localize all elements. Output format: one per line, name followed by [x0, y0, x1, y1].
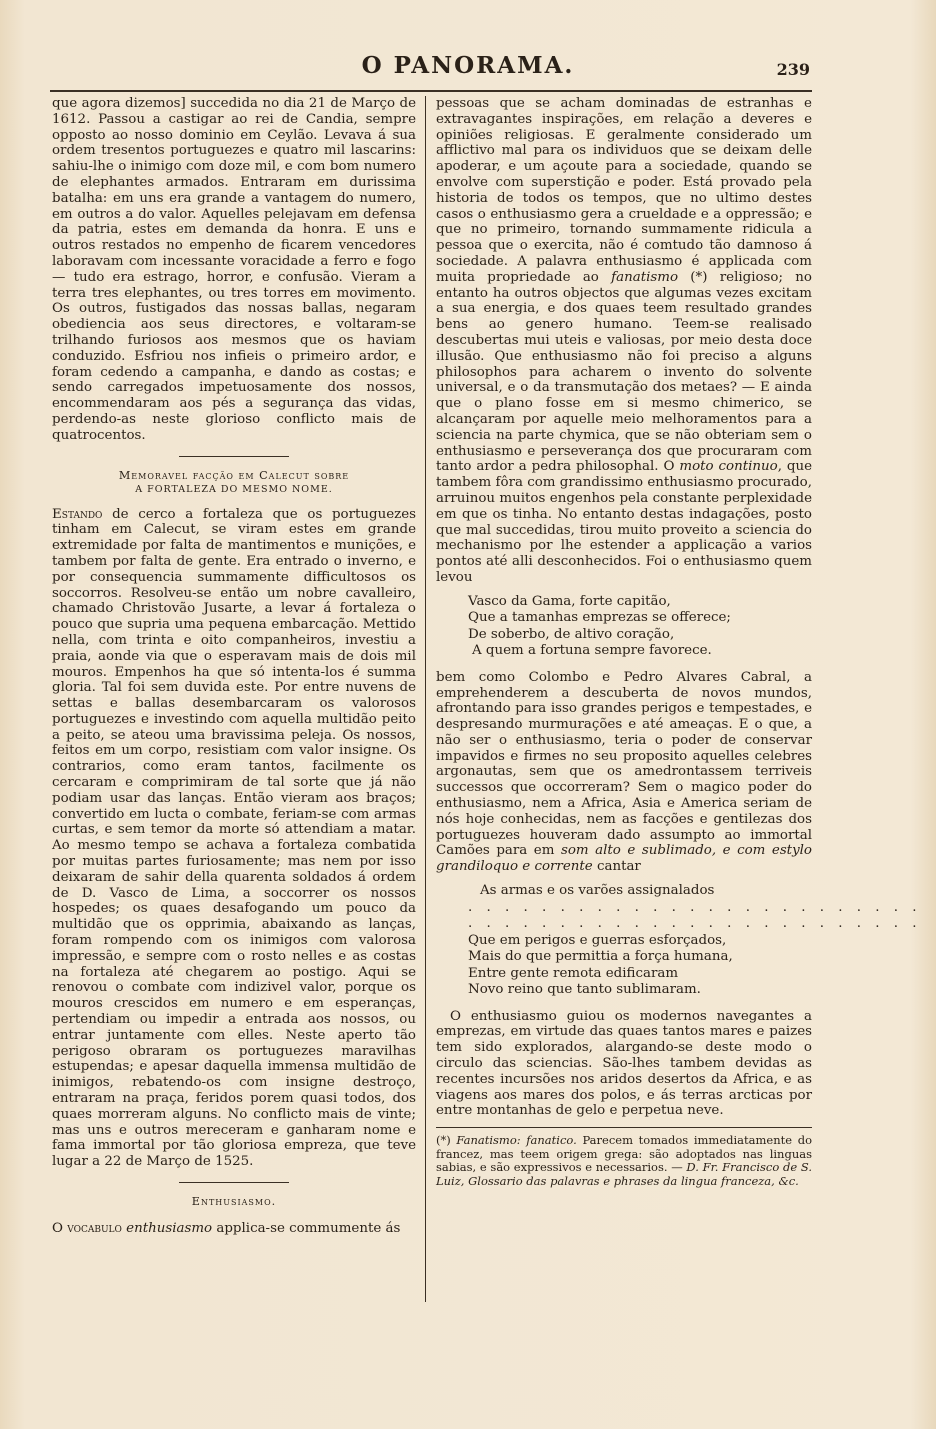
- page-header: [0, 52, 936, 82]
- paragraph-text: cantar: [592, 859, 641, 875]
- footnote: [436, 1134, 812, 1188]
- emphasis-word: moto continuo: [674, 459, 778, 475]
- article-paragraph: que agora dizemos] succedida no dia 21 de Março de 1612. Passou a castigar ao rei de Candia, sempre opposto ao nosso dominio em Ceylão. Levava á sua ordem tresentos portuguezes e quatro mil lascarins: sahiu-lhe o inimigo com doze mil, e com bom numero de elephantes armados. Entraram em durissima batalha: em uns era grande a vantagem do numero, em outros a do valor. Aquelles pelejavam em defensa da patria, estes em demanda da honra. E uns e outros restados no empenho de ficarem vencedores laboravam com incessante voracidade a ferro e fogo — tudo era estrago, horror, e confusão. Vieram a terra tres elephantes, ou tres torres em movimento. Os outros, fustigados das nossas ballas, negaram obediencia aos seus directores, e voltaram-se trilhando furiosos aos mesmos que os haviam conduzido. Esfriou nos infieis o primeiro ardor, e foram cedendo a campanha, e dando as costas; e sendo carregados impetuosamente dos nossos, encommendaram aos pés a segurança das vidas, perdendo-as neste glorioso conflicto mais de quatrocentos.: [52, 96, 416, 443]
- article-paragraph: [436, 670, 812, 875]
- section-divider: [179, 1182, 289, 1183]
- emphasis-word: enthusiasmo: [121, 1221, 213, 1236]
- verse-line: Que a tamanhas emprezas se offerece;: [468, 610, 731, 626]
- section-divider: [179, 456, 289, 457]
- article-paragraph: [52, 507, 416, 1170]
- verse-ellipsis: . . . . . . . . . . . . . . . . . . . . . . . . .: [468, 899, 922, 915]
- footnote-mark: (*): [436, 1133, 451, 1148]
- lead-word: O vocabulo: [52, 1221, 122, 1236]
- left-column: [52, 96, 416, 1237]
- paragraph-text: (*) religioso; no entanto ha outros objectos que algumas vezes excitam a sua energia, e dos quaes teem resultado grandes bens ao genero humano. Teem-se realisado descubertas mui uteis e valiosas, por meio desta doce illusão. Que enthusiasmo não foi preciso a alguns philosophos para acharem o invento do solvente universal, e o da transmutação dos metaes? — E ainda que o plano fosse em si mesmo chimerico, se alcançaram por aquelle meio melhoramentos para a sciencia na parte chymica, que se não obteriam sem o enthusiasmo e perseverança dos que procuraram com tanto ardor a pedra philosophal. O: [436, 269, 812, 475]
- section-heading-line: Memoravel facção em Calecut sobre: [118, 468, 350, 482]
- verse-line: Entre gente remota edificaram: [468, 965, 679, 981]
- article-paragraph: [436, 96, 812, 586]
- header-rule: [50, 90, 812, 92]
- footnote-rule: [436, 1127, 812, 1128]
- emphasis-phrase: som alto e sublimado, e com estylo grandiloquo e corrente: [436, 843, 812, 875]
- section-heading-line: A FORTALEZA DO MESMO NOME.: [135, 483, 333, 495]
- verse-line: Mais do que permittia a força humana,: [468, 949, 733, 965]
- verse-line: Que em perigos e guerras esforçados,: [468, 932, 727, 948]
- footnote-citation: D. Fr. Francisco de S. Luiz, Glossario das palavras e phrases da lingua franceza, &c.: [436, 1160, 812, 1188]
- verse-line: Novo reino que tanto sublimaram.: [468, 982, 701, 998]
- paragraph-text: de cerco a fortaleza que os portuguezes tinham em Calecut, se viram estes em grande extremidade por falta de mantimentos e munições, e tambem por falta de gente. Era entrado o inverno, e por consequencia summamente difficultosos os soccorros. Resolveu-se então um nobre cavalleiro, chamado Christovão Jusarte, a levar á fortaleza o pouco que supria uma pequena embarcação. Mettido nella, com trinta e oito companheiros, investiu a praia, aonde via que o esperavam mais de dois mil mouros. Empenhos ha que só intenta-los é summa gloria. Tal foi sem duvida este. Por entre nuvens de settas e ballas desembarcaram os valorosos portuguezes e investindo com aquella multidão peito a peito, se ateou uma bravissima peleja. Os nossos, feitos em um corpo, resistiam com valor insigne. Os contrarios, como eram tantos, facilmente os cercaram e comprimiram de tal sorte que já não podiam usar das lanças. Então vieram aos braços; convertido em lucta o combate, feriam-se com armas curtas, e sem temor da morte só attendiam a matar. Ao mesmo tempo se achava a fortaleza combatida por muitas partes furiosamente; mas nem por isso deixaram de sahir della quarenta soldados á ordem de D. Vasco de Lima, a soccorrer os nossos hospedes; os quaes desafogando um pouco da multidão que os opprimia, abaixando as lanças, foram rompendo com os inimigos com valorosa impressão, e sempre com o rosto nelles e as costas na fortaleza até chegarem ao postigo. Aqui se renovou o combate com indizivel valor, porque os mouros crescidos em numero e em esperanças, pertendiam ou impedir a entrada aos nossos, ou entrar juntamente com elles. Neste aperto tão perigoso obraram os portuguezes maravilhas estupendas; e apesar daquella immensa multidão de inimigos, rebatendo-os com insigne destroço, entraram na praça, feridos porem quasi todos, dos quaes morreram alguns. No conflicto mais de vinte; mas uns e outros mereceram e ganharam nome e fama immortal por tão gloriosa empreza, que teve lugar a 22 de Março de 1525.: [52, 506, 416, 1170]
- paragraph-text: pessoas que se acham dominadas de estranhas e extravagantes inspirações, em relação a deveres e opiniões religiosas. E geralmente considerado um afflictivo mal para os individuos que se deixam delle apoderar, e um açoute para a sociedade, quando se envolve com superstição e poder. Está provado pela historia de todos os tempos, que no ultimo destes casos o enthusiasmo gera a crueldade e a oppressão; e que no primeiro, tornando summamente ridicula a pessoa que o exercita, não é comtudo tão damnoso á sociedade. A palavra enthusiasmo é applicada com muita propriedade ao: [436, 96, 812, 285]
- emphasis-word: fanatismo: [598, 269, 679, 285]
- lead-word: Estando: [52, 506, 103, 522]
- column-divider: [425, 96, 426, 1302]
- verse-ellipsis: . . . . . . . . . . . . . . . . . . . . . . . . .: [468, 916, 922, 932]
- section-heading: Enthusiasmo.: [191, 1195, 277, 1208]
- verse-line: As armas e os varões assignalados: [480, 883, 715, 899]
- article-paragraph: O enthusiasmo guiou os modernos navegantes a emprezas, em virtude das quaes tantos mares e paizes tem sido explorados, alargando-se deste modo o circulo das sciencias. São-lhes tambem devidas as recentes incursões nos aridos desertos da Africa, e as viagens aos mares dos polos, e ás terras arcticas por entre montanhas de gelo e perpetua neve.: [436, 1008, 812, 1119]
- masthead-title: O PANORAMA.: [361, 52, 575, 79]
- verse-line: A quem a fortuna sempre favorece.: [472, 643, 712, 659]
- section-heading: [52, 469, 416, 497]
- right-column: [436, 96, 922, 1189]
- page-number: 239: [776, 60, 810, 79]
- footnote-term: Fanatismo: fanatico.: [450, 1133, 577, 1148]
- article-paragraph: [52, 1221, 416, 1237]
- verse-block: [468, 594, 812, 660]
- paragraph-text: applica-se commumente ás: [212, 1221, 401, 1236]
- verse-line: De soberbo, de altivo coração,: [468, 626, 675, 642]
- verse-block: [468, 883, 922, 999]
- footnote-text: Parecem tomados immediatamente do francez, mas teem origem grega: são adoptados nas linguas sabias, e são expressivos e necessarios. —: [436, 1133, 812, 1175]
- verse-line: Vasco da Gama, forte capitão,: [468, 593, 671, 609]
- paragraph-text: , que tambem fôra com grandissimo enthusiasmo procurado, arruinou muitos engenhos pela constante perplexidade em que os tinha. No entanto destas indagações, posto que mal succedidas, tirou muito proveito a sciencia do mechanismo por lhe estender a applicação a varios pontos até alli desconhecidos. Foi o enthusiasmo quem levou: [436, 459, 813, 585]
- paragraph-text: bem como Colombo e Pedro Alvares Cabral, a emprehenderem a descuberta de novos mundos, afrontando para isso grandes perigos e tempestades, e despresando murmurações e até ameaças. E o que, a não ser o enthusiasmo, teria o poder de conservar impavidos e firmes no seu proposito aquelles celebres argonautas, sem que os amedrontassem terriveis successos que occorreram? Sem o magico poder do enthusiasmo, nem a Africa, Asia e America seriam de nós hoje conhecidas, nem as facções e gentilezas dos portuguezes houveram dado assumpto ao immortal Camões para em: [436, 669, 812, 859]
